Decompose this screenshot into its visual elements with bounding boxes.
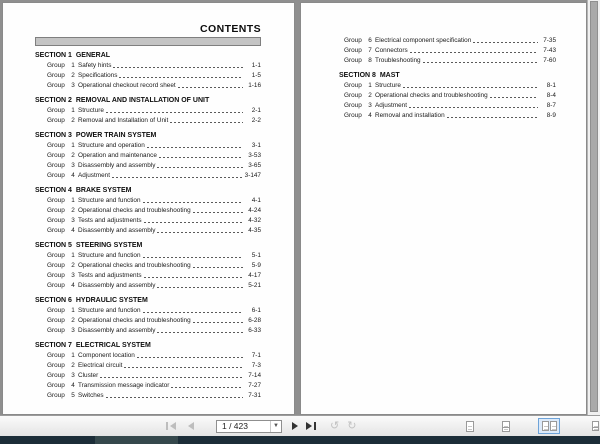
page-indicator-value: 1 / 423 — [222, 421, 248, 431]
toc-row — [35, 81, 261, 91]
group-page-number: 3-1 — [251, 142, 261, 149]
group-number: 2 — [71, 317, 75, 324]
scrollbar-thumb[interactable] — [590, 1, 598, 412]
group-label: Transmission message indicator — [78, 382, 170, 389]
group-word: Group — [47, 262, 65, 269]
section-title: SECTION 4 BRAKE SYSTEM — [35, 187, 132, 194]
toc-row — [35, 391, 261, 401]
pdf-statusbar — [0, 415, 600, 436]
dotted-leader — [403, 87, 538, 88]
dotted-leader — [157, 167, 243, 168]
toc-row — [35, 151, 261, 161]
toc-row — [35, 61, 261, 71]
dotted-leader — [170, 122, 243, 123]
toc-row — [35, 171, 261, 181]
group-page-number: 7-1 — [251, 352, 261, 359]
group-label: Operational checks and troubleshooting — [78, 317, 191, 324]
first-page-button[interactable] — [166, 418, 176, 434]
toc-row — [35, 351, 261, 361]
group-page-number: 3-147 — [244, 172, 261, 179]
section-title: SECTION 5 STEERING SYSTEM — [35, 242, 143, 249]
group-page-number: 8-4 — [546, 92, 556, 99]
previous-view-icon: ↺ — [330, 420, 340, 432]
group-page-number: 7-31 — [248, 392, 261, 399]
toc-row — [35, 271, 261, 281]
group-page-number: 3-65 — [248, 162, 261, 169]
group-number: 1 — [71, 252, 75, 259]
toc-row — [35, 216, 261, 226]
group-word: Group — [47, 227, 65, 234]
group-word: Group — [47, 142, 65, 149]
group-number: 3 — [71, 272, 75, 279]
group-number: 3 — [71, 217, 75, 224]
contents-heading-bar — [35, 37, 261, 46]
group-word: Group — [47, 307, 65, 314]
group-word: Group — [47, 207, 65, 214]
group-page-number: 2-2 — [251, 117, 261, 124]
toc-row — [339, 101, 556, 111]
two-page-icon — [542, 421, 557, 431]
toc-row — [35, 281, 261, 291]
dotted-leader — [144, 277, 243, 278]
group-page-number: 4-1 — [251, 197, 261, 204]
group-page-number: 4-17 — [248, 272, 261, 279]
dotted-leader — [193, 267, 243, 268]
bottom-bar-segment — [95, 436, 178, 444]
group-page-number: 6-33 — [248, 327, 261, 334]
group-label: Connectors — [375, 47, 408, 54]
document-page-right — [300, 2, 587, 415]
dotted-leader — [137, 357, 243, 358]
page-display-mode-cluster — [466, 416, 600, 436]
group-label: Adjustment — [375, 102, 407, 109]
dotted-leader — [473, 42, 538, 43]
group-word: Group — [47, 382, 65, 389]
toc-row — [35, 206, 261, 216]
group-word: Group — [344, 82, 362, 89]
group-word: Group — [344, 102, 362, 109]
dotted-leader — [409, 107, 538, 108]
group-label: Adjustment — [78, 172, 110, 179]
group-word: Group — [47, 272, 65, 279]
group-word: Group — [344, 57, 362, 64]
group-number: 4 — [71, 227, 75, 234]
group-word: Group — [47, 107, 65, 114]
toc-row — [339, 91, 556, 101]
group-word: Group — [47, 252, 65, 259]
group-page-number: 1-1 — [251, 62, 261, 69]
section-title: SECTION 2 REMOVAL AND INSTALLATION OF UNIT — [35, 97, 210, 104]
group-label: Operational checks and troubleshooting — [78, 262, 191, 269]
dotted-leader — [100, 377, 243, 378]
group-label: Tests and adjustments — [78, 272, 142, 279]
group-word: Group — [47, 62, 65, 69]
group-word: Group — [47, 352, 65, 359]
single-page-view-button[interactable] — [466, 418, 474, 434]
group-label: Operational checks and troubleshooting — [375, 92, 488, 99]
next-view-icon: ↻ — [347, 420, 357, 432]
group-label: Component location — [78, 352, 135, 359]
next-page-button[interactable] — [292, 418, 298, 434]
toc-row — [339, 56, 556, 66]
group-word: Group — [47, 372, 65, 379]
group-number: 4 — [368, 112, 372, 119]
group-number: 1 — [368, 82, 372, 89]
group-word: Group — [344, 37, 362, 44]
group-number: 2 — [71, 117, 75, 124]
group-number: 4 — [71, 282, 75, 289]
bottom-dark-bar — [0, 436, 600, 444]
group-label: Structure and function — [78, 197, 141, 204]
group-page-number: 4-24 — [248, 207, 261, 214]
group-number: 6 — [368, 37, 372, 44]
toc-row — [339, 81, 556, 91]
group-page-number: 7-35 — [543, 37, 556, 44]
toc-row — [35, 106, 261, 116]
group-number: 2 — [71, 152, 75, 159]
dotted-leader — [143, 257, 243, 258]
group-label: Troubleshooting — [375, 57, 421, 64]
group-number: 1 — [71, 142, 75, 149]
group-word: Group — [47, 327, 65, 334]
group-label: Electrical component specification — [375, 37, 472, 44]
two-page-scrolling-view-button[interactable] — [588, 418, 600, 434]
toc-row — [35, 141, 261, 151]
group-label: Structure and function — [78, 307, 141, 314]
group-page-number: 8-1 — [546, 82, 556, 89]
group-number: 4 — [71, 172, 75, 179]
toc-row — [35, 196, 261, 206]
section-title: SECTION 6 HYDRAULIC SYSTEM — [35, 297, 148, 304]
dotted-leader — [113, 67, 243, 68]
dotted-leader — [423, 62, 538, 63]
scrolling-page-icon — [502, 421, 510, 432]
last-page-icon — [306, 422, 312, 430]
group-word: Group — [47, 392, 65, 399]
group-page-number: 1-16 — [248, 82, 261, 89]
dotted-leader — [143, 312, 243, 313]
group-label: Safety hints — [78, 62, 112, 69]
group-number: 3 — [71, 372, 75, 379]
group-word: Group — [344, 112, 362, 119]
group-page-number: 8-9 — [546, 112, 556, 119]
group-page-number: 7-3 — [251, 362, 261, 369]
group-label: Disassembly and assembly — [78, 327, 156, 334]
toc-left-column — [35, 51, 261, 401]
group-number: 2 — [368, 92, 372, 99]
group-label: Disassembly and assembly — [78, 282, 156, 289]
dotted-leader — [178, 87, 243, 88]
toc-row — [339, 46, 556, 56]
group-label: Switches — [78, 392, 104, 399]
dotted-leader — [143, 202, 243, 203]
toc-row — [35, 306, 261, 316]
group-label: Operation and maintenance — [78, 152, 157, 159]
group-word: Group — [47, 172, 65, 179]
dotted-leader — [106, 112, 243, 113]
group-word: Group — [47, 362, 65, 369]
dotted-leader — [171, 387, 243, 388]
dotted-leader — [106, 397, 243, 398]
group-label: Structure — [78, 107, 104, 114]
toc-row — [339, 36, 556, 46]
group-page-number: 7-27 — [248, 382, 261, 389]
group-number: 5 — [71, 392, 75, 399]
dotted-leader — [157, 332, 243, 333]
group-label: Operational checks and troubleshooting — [78, 207, 191, 214]
section-title: SECTION 3 POWER TRAIN SYSTEM — [35, 132, 157, 139]
contents-heading: CONTENTS — [200, 23, 261, 35]
group-page-number: 7-14 — [248, 372, 261, 379]
toc-row — [35, 71, 261, 81]
next-page-icon — [292, 422, 298, 430]
group-label: Disassembly and assembly — [78, 162, 156, 169]
vertical-scrollbar[interactable] — [587, 0, 600, 415]
page-navigation-cluster — [166, 416, 356, 436]
group-page-number: 5-9 — [251, 262, 261, 269]
group-page-number: 8-7 — [546, 102, 556, 109]
group-label: Removal and Installation of Unit — [78, 117, 169, 124]
group-label: Structure and function — [78, 252, 141, 259]
section-title: SECTION 7 ELECTRICAL SYSTEM — [35, 342, 151, 349]
section-title: SECTION 1 GENERAL — [35, 52, 111, 59]
group-number: 1 — [71, 62, 75, 69]
toc-row — [35, 371, 261, 381]
group-page-number: 6-1 — [251, 307, 261, 314]
group-label: Operational checkout record sheet — [78, 82, 176, 89]
group-page-number: 7-43 — [543, 47, 556, 54]
toc-row — [35, 226, 261, 236]
group-word: Group — [344, 92, 362, 99]
group-word: Group — [47, 217, 65, 224]
dotted-leader — [157, 287, 243, 288]
group-number: 1 — [71, 107, 75, 114]
group-word: Group — [47, 82, 65, 89]
dotted-leader — [193, 212, 243, 213]
group-page-number: 5-21 — [248, 282, 261, 289]
page-number-input[interactable] — [216, 420, 282, 433]
group-word: Group — [47, 197, 65, 204]
dotted-leader — [157, 232, 243, 233]
toc-row — [35, 251, 261, 261]
dotted-leader — [410, 52, 538, 53]
first-page-icon — [166, 422, 168, 430]
group-number: 3 — [71, 162, 75, 169]
toc-row — [35, 326, 261, 336]
dotted-leader — [112, 177, 243, 178]
dotted-leader — [490, 97, 538, 98]
previous-view-button[interactable] — [330, 418, 339, 434]
document-page-left — [2, 2, 295, 415]
group-number: 2 — [71, 72, 75, 79]
group-number: 2 — [71, 262, 75, 269]
toc-right-column — [339, 36, 556, 121]
group-number: 8 — [368, 57, 372, 64]
group-word: Group — [47, 152, 65, 159]
group-word: Group — [47, 317, 65, 324]
group-label: Removal and installation — [375, 112, 445, 119]
section-title: SECTION 8 MAST — [339, 72, 400, 79]
toc-row — [35, 261, 261, 271]
group-label: Electrical circuit — [78, 362, 123, 369]
dotted-leader — [447, 117, 538, 118]
group-number: 3 — [368, 102, 372, 109]
last-page-button[interactable] — [306, 418, 316, 434]
group-page-number: 4-32 — [248, 217, 261, 224]
next-view-button[interactable] — [347, 418, 356, 434]
group-word: Group — [47, 162, 65, 169]
group-label: Specifications — [78, 72, 118, 79]
page-dropdown-caret-icon[interactable]: ▼ — [270, 421, 281, 432]
single-page-icon — [466, 421, 474, 432]
group-label: Structure — [375, 82, 401, 89]
dotted-leader — [159, 157, 243, 158]
group-number: 4 — [71, 382, 75, 389]
group-number: 2 — [71, 362, 75, 369]
dotted-leader — [124, 367, 243, 368]
toc-row — [35, 381, 261, 391]
dotted-leader — [147, 147, 243, 148]
two-page-scrolling-icon — [592, 421, 600, 431]
group-number: 3 — [71, 82, 75, 89]
group-page-number: 2-1 — [251, 107, 261, 114]
group-page-number: 1-5 — [251, 72, 261, 79]
dotted-leader — [193, 322, 243, 323]
dotted-leader — [119, 77, 243, 78]
group-page-number: 7-60 — [543, 57, 556, 64]
toc-row — [35, 316, 261, 326]
two-page-view-button[interactable] — [538, 418, 560, 434]
group-number: 1 — [71, 197, 75, 204]
group-number: 1 — [71, 352, 75, 359]
toc-row — [339, 111, 556, 121]
toc-row — [35, 116, 261, 126]
group-word: Group — [344, 47, 362, 54]
group-page-number: 5-1 — [251, 252, 261, 259]
group-word: Group — [47, 282, 65, 289]
toc-row — [35, 361, 261, 371]
group-word: Group — [47, 117, 65, 124]
group-number: 3 — [71, 327, 75, 334]
group-label: Disassembly and assembly — [78, 227, 156, 234]
group-label: Cluster — [78, 372, 99, 379]
group-number: 1 — [71, 307, 75, 314]
previous-page-button[interactable] — [188, 418, 194, 434]
scrolling-view-button[interactable] — [502, 418, 510, 434]
group-word: Group — [47, 72, 65, 79]
group-number: 7 — [368, 47, 372, 54]
group-page-number: 4-35 — [248, 227, 261, 234]
previous-page-icon — [188, 422, 194, 430]
group-label: Structure and operation — [78, 142, 145, 149]
group-page-number: 3-53 — [248, 152, 261, 159]
toc-row — [35, 161, 261, 171]
group-number: 2 — [71, 207, 75, 214]
group-page-number: 6-28 — [248, 317, 261, 324]
group-label: Tests and adjustments — [78, 217, 142, 224]
dotted-leader — [144, 222, 243, 223]
